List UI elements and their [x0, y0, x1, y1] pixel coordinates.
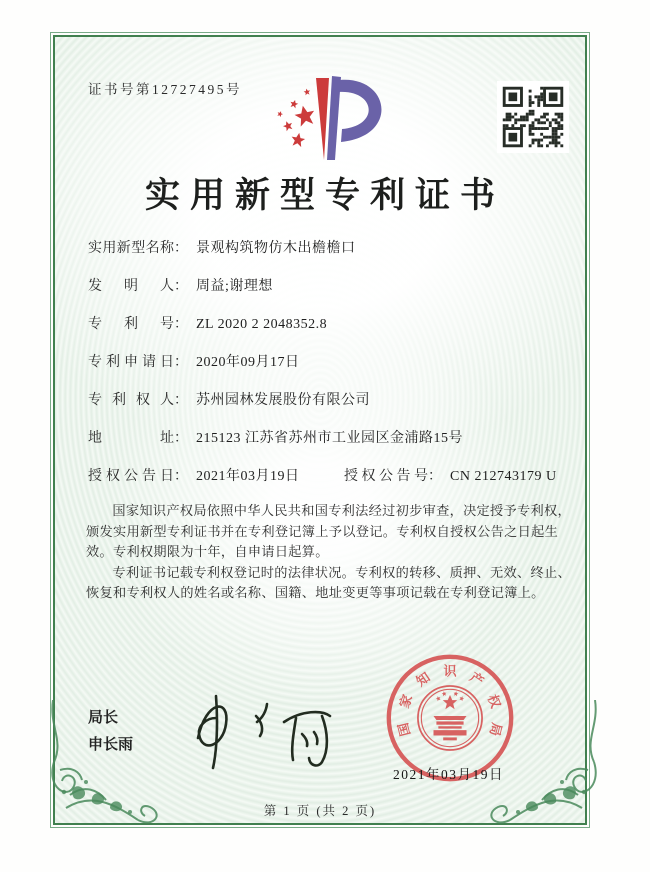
field-application-date: 专利申请日 ： 2020年09月17日: [88, 355, 300, 370]
svg-text:局: 局: [486, 721, 505, 738]
commissioner-block: [88, 706, 133, 760]
cnipa-logo-icon: [258, 74, 408, 166]
svg-text:家: 家: [396, 692, 416, 711]
page-number: 第 1 页 (共 2 页): [263, 804, 377, 818]
commissioner-title: 局长: [88, 710, 119, 726]
legal-text: [86, 501, 576, 604]
svg-text:权: 权: [484, 692, 504, 711]
certificate-number: 证书号第12727495号: [88, 82, 242, 97]
field-patent-number: 专利号 ： ZL 2020 2 2048352.8: [88, 317, 328, 332]
handwritten-signature: [172, 688, 337, 776]
legal-paragraph-2: 专利证书记载专利权登记时的法律状况。专利权的转移、质押、无效、终止、恢复和专利权人的姓名或名称、国籍、地址变更等事项记载在专利登记簿上。: [86, 564, 571, 601]
field-address: 地址 ： 215123 江苏省苏州市工业园区金浦路15号: [88, 431, 463, 446]
qr-code: [497, 81, 569, 153]
svg-text:知: 知: [413, 669, 433, 690]
certificate-title: 实用新型专利证书: [144, 176, 505, 215]
field-patentee: 专利权人 ： 苏州园林发展股份有限公司: [88, 393, 370, 408]
certificate-fields: [88, 237, 558, 503]
commissioner-name: 申长雨: [88, 737, 134, 753]
svg-text:产: 产: [467, 669, 487, 690]
svg-text:识: 识: [443, 663, 457, 679]
field-inventor: 发明人 ： 周益;谢理想: [88, 279, 273, 294]
svg-text:国: 国: [395, 721, 414, 738]
legal-paragraph-1: 国家知识产权局依照中华人民共和国专利法经过初步审查，决定授予专利权，颁发实用新型专利证书并在专利登记簿上予以登记。专利权自授权公告之日起生效。专利权期限为十年，自申请日起算。: [86, 503, 571, 560]
field-utility-model-name: 实用新型名称 ： 景观构筑物仿木出檐檐口: [88, 241, 356, 256]
field-grant-date-and-number: 授权公告日 ： 2021年03月19日 授权公告号 ： CN 212743179 U: [88, 469, 557, 484]
seal-date: 2021年03月19日: [393, 767, 504, 782]
